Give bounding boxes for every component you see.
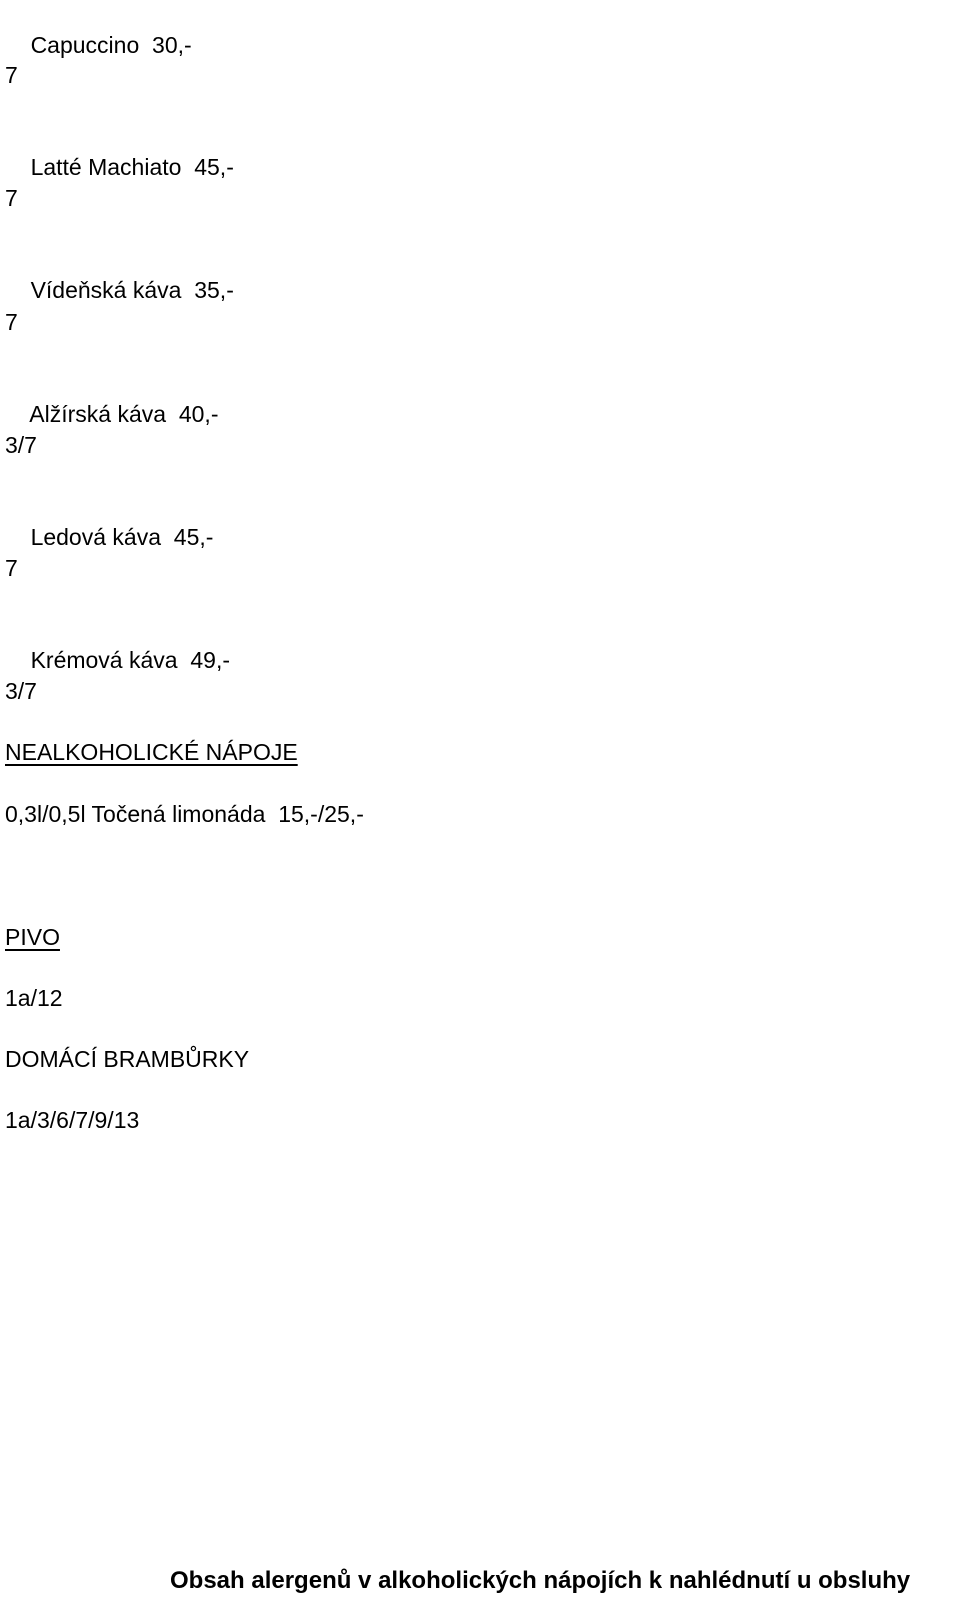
allergen-code: 1a/12	[5, 985, 63, 1011]
item-price: 49,-	[190, 647, 230, 673]
item-price: 30,-	[152, 32, 192, 58]
item-name: Alžírská káva	[29, 401, 167, 427]
menu-item-videnska-kava	[5, 245, 234, 335]
menu-item-ledova-kava	[5, 492, 213, 582]
allergen-code: 7	[5, 309, 18, 335]
item-price: 35,-	[194, 277, 234, 303]
menu-item-latte-machiato	[5, 122, 234, 212]
allergen-code: 3/7	[5, 678, 37, 704]
menu-item-kremova-kava	[5, 615, 230, 705]
item-name: Latté Machiato	[30, 154, 182, 180]
allergen-code: 7	[5, 555, 18, 581]
allergen-code: 7	[5, 62, 18, 88]
allergen-code: 1a/3/6/7/9/13	[5, 1107, 140, 1133]
section-heading-beer: PIVO	[5, 924, 60, 950]
section-heading-soft-drinks: NEALKOHOLICKÉ NÁPOJE	[5, 739, 298, 765]
item-name: Krémová káva	[30, 647, 178, 673]
allergen-code: 7	[5, 185, 18, 211]
menu-item-tocena-limonada: 0,3l/0,5l Točená limonáda 15,-/25,-	[5, 801, 364, 827]
menu-item-capuccino	[5, 0, 192, 90]
menu-item-domaci-brambueky: DOMÁCÍ BRAMBŮRKY	[5, 1046, 250, 1072]
item-price: 45,-	[194, 154, 234, 180]
item-price: 40,-	[178, 401, 219, 427]
item-name: Capuccino	[30, 32, 140, 58]
menu-item-alzirska-kava	[5, 369, 218, 459]
item-price: 45,-	[173, 524, 214, 550]
item-name: Vídeňská káva	[30, 277, 182, 303]
item-name: Ledová káva	[30, 524, 161, 550]
allergen-footer-note: Obsah alergenů v alkoholických nápojích k nahlédnutí u obsluhy	[170, 1567, 911, 1594]
allergen-code: 3/7	[5, 432, 37, 458]
